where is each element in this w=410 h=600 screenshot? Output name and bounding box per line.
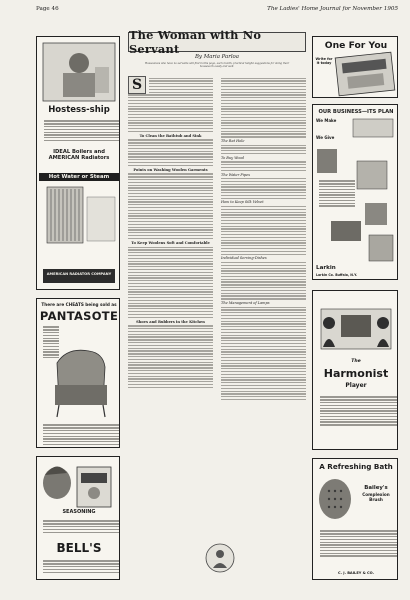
- business-headline: OUR BUSINESS—ITS PLAN: [318, 109, 394, 115]
- ad-american-radiator: [36, 36, 120, 290]
- subhead-keep-woolens: To Keep Woolens Soft and Comfortable: [131, 241, 210, 246]
- brush-illustration: [313, 459, 398, 580]
- onefor-headline: One For You: [324, 40, 388, 51]
- subhead-bathtub: To Clean the Bathtub and Sink: [139, 133, 202, 138]
- bells-body-text: [43, 519, 120, 534]
- pantasote-body-text: [43, 423, 120, 447]
- article-dropcap: S: [128, 76, 146, 94]
- bells-footer-text: [43, 559, 120, 574]
- pantasote-brand: PANTASOTE: [39, 309, 119, 323]
- onefor-sub: Write for it today: [315, 57, 333, 65]
- harmonist-product: Player: [345, 382, 367, 389]
- bath-product: Complexion Brush: [362, 492, 390, 502]
- pantasote-left-text: [43, 325, 59, 360]
- subhead-water-pipes: The Water Pipes: [221, 172, 250, 177]
- bath-headline: A Refreshing Bath: [319, 462, 393, 471]
- article-column-right: [221, 76, 306, 576]
- subhead-serving-dishes: Individual Serving-Dishes: [221, 256, 267, 261]
- ad-larkin-business-plan: [312, 104, 398, 280]
- subhead-rat-hole: The Rat Hole: [221, 139, 245, 144]
- article-title: The Woman with No Servant: [129, 28, 262, 56]
- subhead-lamps: The Management of Lamps: [221, 301, 270, 306]
- hostess-slogan: Hot Water or Steam: [39, 173, 119, 181]
- bath-body-text: [320, 529, 398, 558]
- article: [128, 28, 306, 580]
- ad-refreshing-bath: [312, 458, 398, 580]
- business-tag-make: We Make: [316, 118, 337, 123]
- article-byline: By Maria Parloa: [194, 54, 240, 60]
- harmonist-body-text: [320, 395, 398, 427]
- article-title-banner: [128, 28, 306, 56]
- harmonist-brand: Harmonist: [323, 367, 389, 380]
- harmonist-kicker: The: [351, 359, 361, 364]
- bath-brand: Bailey's: [364, 485, 388, 491]
- ad-one-for-you: [312, 36, 398, 98]
- article-column-left: [128, 76, 213, 576]
- hostess-headline: Hostess-ship: [48, 105, 110, 115]
- ad-bells-seasoning: [36, 456, 120, 580]
- hostess-subhead: IDEAL Boilers and AMERICAN Radiators: [48, 149, 110, 161]
- bath-company: C. J. BAILEY & CO.: [337, 571, 375, 575]
- subhead-buy-wood: To Buy Wood: [221, 155, 245, 160]
- ad-hostess-art: [37, 37, 120, 290]
- article-intro: Housewives who have no servants will find in this page, each month, practical helpful suggestions for doing their housework easily and well.: [144, 62, 290, 68]
- hostess-company: AMERICAN RADIATOR COMPANY: [46, 272, 112, 276]
- article-medallion-illustration: [204, 542, 236, 574]
- page-number: Page 46: [36, 6, 59, 12]
- subhead-woolen: Points on Washing Woolen Garments: [133, 167, 208, 172]
- business-brand: Larkin: [316, 265, 336, 271]
- subhead-silk-velvet: How to Keep Silk Velvet: [221, 200, 264, 205]
- page-header: [36, 4, 398, 17]
- ad-harmonist-player: [312, 290, 398, 450]
- bells-product: SEASONING: [62, 509, 96, 515]
- magazine-name: The Ladies' Home Journal for November 1905: [267, 6, 398, 12]
- bells-brand: BELL'S: [56, 541, 102, 555]
- catalog-book-illustration: [313, 37, 398, 98]
- hostess-body-text: [44, 119, 120, 143]
- ad-pantasote: [36, 298, 120, 448]
- business-tag-give: We Give: [316, 135, 335, 140]
- business-company: Larkin Co. Buffalo, N.Y.: [316, 273, 358, 277]
- business-body-text: [319, 179, 355, 208]
- subhead-shoes: Shoes and Rubbers in the Kitchen: [136, 319, 205, 324]
- pantasote-kicker: There are CHEATS being sold as: [41, 302, 117, 307]
